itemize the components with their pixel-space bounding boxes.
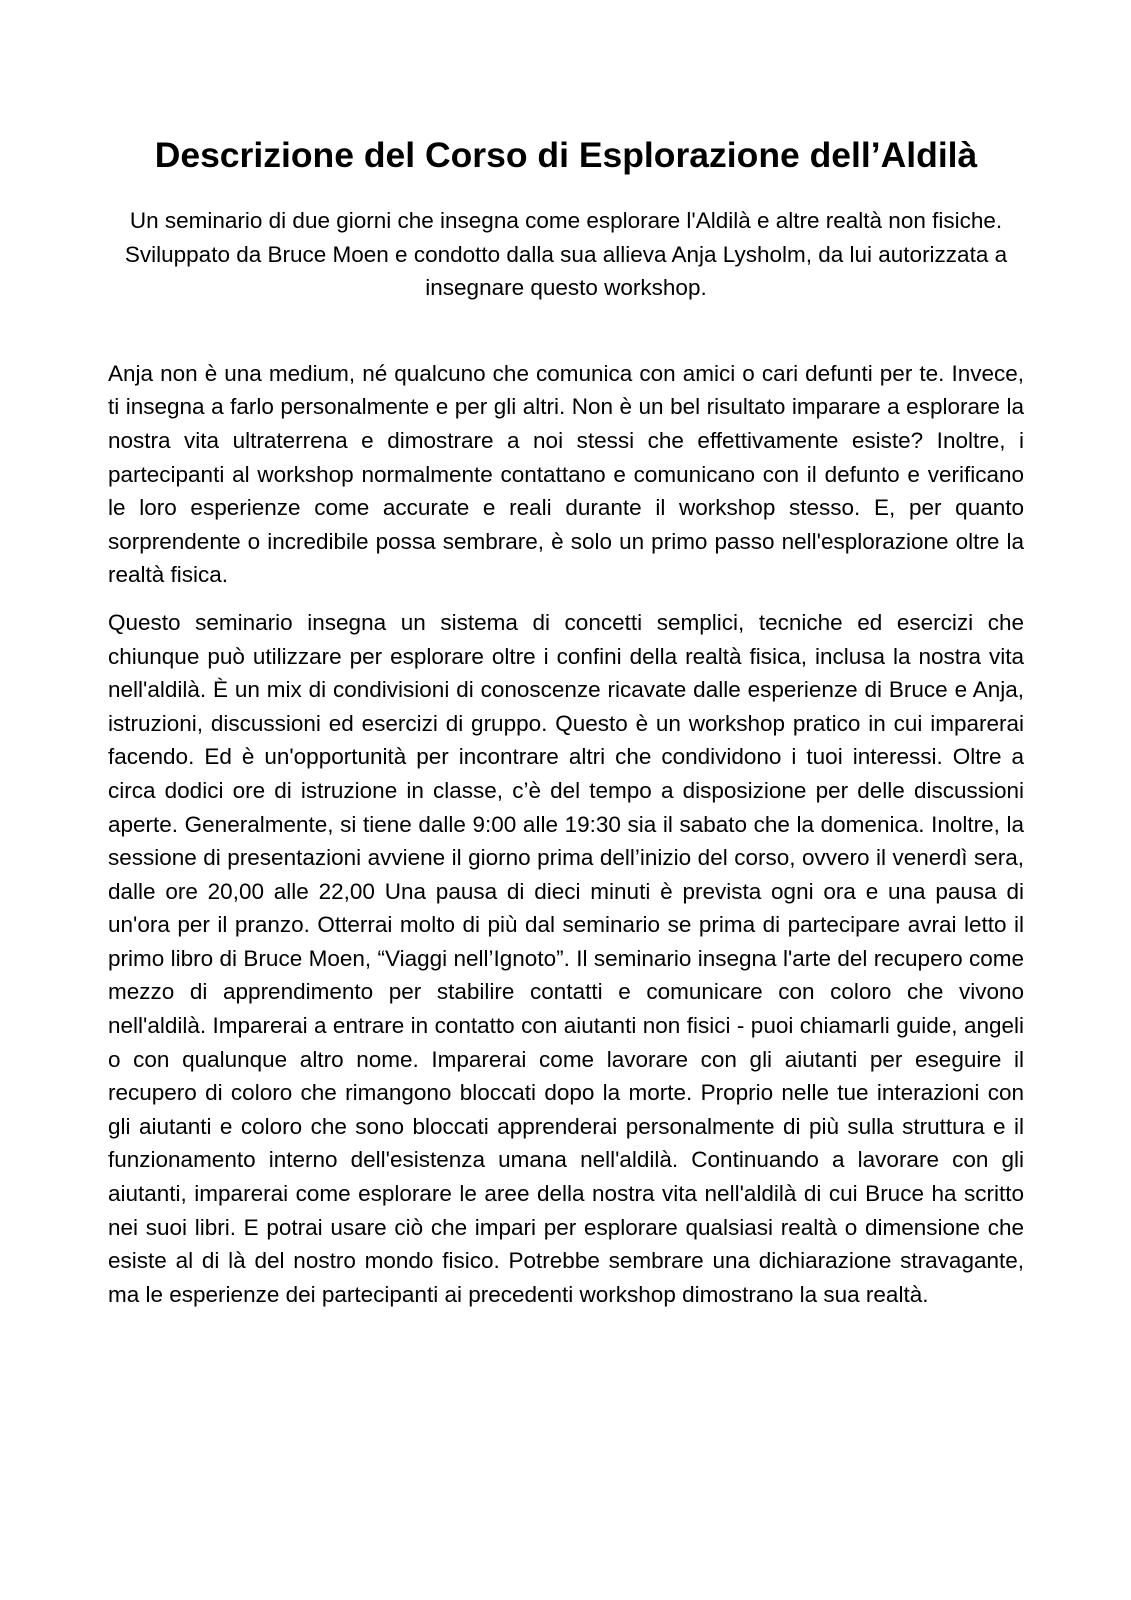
intro-paragraph: Un seminario di due giorni che insegna come esplorare l'Aldilà e altre realtà non fisiche. Sviluppato da Bruce Moen e condotto dalla sua allieva Anja Lysholm, da lui autorizzata a insegnare questo workshop. <box>124 208 1008 301</box>
document-title: Descrizione del Corso di Esplorazione dell’Aldilà <box>154 135 978 175</box>
body-paragraph-2: Questo seminario insegna un sistema di concetti semplici, tecniche ed esercizi che chiunque può utilizzare per esplorare oltre i confini della realtà fisica, inclusa la nostra vita nell'aldilà. È un mix di condivisioni di conoscenze ricavate dalle esperienze di Bruce e Anja, istruzioni, discussioni ed esercizi di gruppo. Questo è un workshop pratico in cui imparerai facendo. Ed è un'opportunità per incontrare altri che condividono i tuoi interessi. Oltre a circa dodici ore di istruzione in classe, c’è del tempo a disposizione per delle discussioni aperte. Generalmente, si tiene dalle 9:00 alle 19:30 sia il sabato che la domenica. Inoltre, la sessione di presentazioni avviene il giorno prima dell’inizio del corso, ovvero il venerdì sera, dalle ore 20,00 alle 22,00 Una pausa di dieci minuti è prevista ogni ora e una pausa di un'ora per il pranzo. Otterrai molto di più dal seminario se prima di partecipare avrai letto il primo libro di Bruce Moen, “Viaggi nell’Ignoto”. Il seminario insegna l'arte del recupero come mezzo di apprendimento per stabilire contatti e comunicare con coloro che vivono nell'aldilà. Imparerai a entrare in contatto con aiutanti non fisici - puoi chiamarli guide, angeli o con qualunque altro nome. Imparerai come lavorare con gli aiutanti per eseguire il recupero di coloro che rimangono bloccati dopo la morte. Proprio nelle tue interazioni con gli aiutanti e coloro che sono bloccati apprenderai personalmente di più sulla struttura e il funzionamento interno dell'esistenza umana nell'aldilà. Continuando a lavorare con gli aiutanti, imparerai come esplorare le aree della nostra vita nell'aldilà di cui Bruce ha scritto nei suoi libri. E potrai usare ciò che impari per esplorare qualsiasi realtà o dimensione che esiste al di là del nostro mondo fisico. Potrebbe sembrare una dichiarazione stravagante, ma le esperienze dei partecipanti ai precedenti workshop dimostrano la sua realtà. <box>108 609 1024 1307</box>
document-page <box>108 128 1024 1311</box>
body-paragraph-1: Anja non è una medium, né qualcuno che comunica con amici o cari defunti per te. Invece, ti insegna a farlo personalmente e per gli altri. Non è un bel risultato imparare a esplorare la nostra vita ultraterrena e dimostrare a noi stessi che effettivamente esiste? Inoltre, i partecipanti al workshop normalmente contattano e comunicano con il defunto e verificano le loro esperienze come accurate e reali durante il workshop stesso. E, per quanto sorprendente o incredibile possa sembrare, è solo un primo passo nell'esplorazione oltre la realtà fisica. <box>108 360 1024 588</box>
